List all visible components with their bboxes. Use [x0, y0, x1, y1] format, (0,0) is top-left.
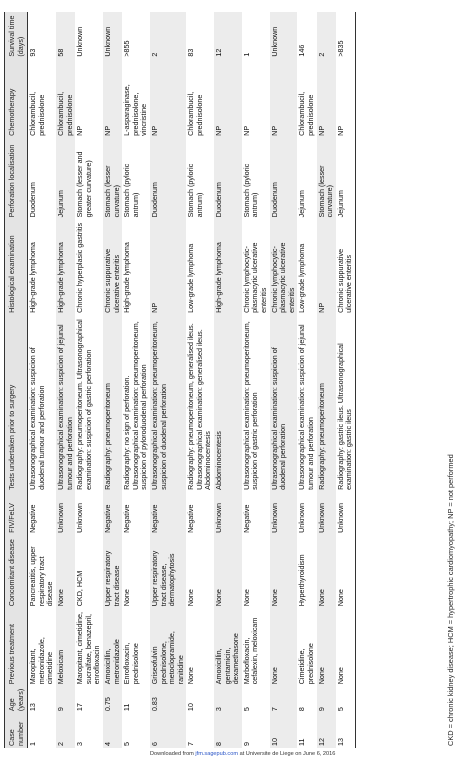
table-cell: Radiography: gastric ileus. Ultrasonographical examination: gastric ileus [336, 315, 356, 492]
table-cell: None [241, 589, 251, 607]
table-cell: L-asparaginase, prednisolone, vincristine [122, 84, 149, 136]
table-cell: 13 [28, 703, 38, 712]
table-cell: None [186, 667, 196, 685]
table-cell: Upper respiratory tract disease [103, 535, 122, 608]
column-header: Age (years) [5, 686, 28, 713]
table-cell: Cimetidine, prednisolone [297, 643, 315, 685]
table-cell: Unknown [317, 492, 336, 535]
download-link[interactable]: jfm.sagepub.com [195, 751, 239, 757]
table-cell: Unknown [103, 12, 122, 59]
table-cell: Maropitant, cimetidine, sucralfate, benazepril, enrofloxacin [75, 611, 102, 685]
table-cell: 8 [214, 713, 242, 748]
table-cell: Radiography: pneumoperitoneum [317, 315, 336, 492]
table-cell: 2 [150, 12, 186, 59]
table-cell: Amoxicillin, metronidazole [103, 608, 122, 686]
table-cell: High-grade lymphoma [56, 219, 75, 314]
table-cell: Upper respiratory tract disease, dermatophytosis [150, 535, 186, 608]
table-cell: CKD, HCM [75, 570, 85, 607]
table-cell: Stomach (pyloric antrum) [241, 163, 260, 218]
table-cell: 12 [317, 713, 336, 748]
table-cell: Chronic suppurative ulcerative enteritis [103, 219, 122, 314]
column-header: Survival time (days) [5, 12, 28, 59]
table-cell: Stomach (lesser and greater curvature) [75, 151, 93, 218]
table-cell: Unknown [56, 492, 75, 535]
table-cell: Unknown [336, 492, 356, 535]
column-header: Histological examination [5, 219, 28, 314]
table-cell: Hyperthyroidism [297, 554, 307, 607]
table-cell: Radiography: no sign of perforation. Ultrasonographical examination: pneumoperitoneum, suspicion of pyloroduodenal perforation [122, 321, 149, 490]
column-header: Chemotherapy [5, 59, 28, 138]
table-cell: Stomach (lesser curvature) [103, 138, 122, 220]
table-cell: High-grade lymphoma [214, 219, 242, 314]
table-row [214, 12, 242, 748]
table-row [122, 12, 150, 748]
table-cell: Ultrasonographical examination: pneumoperitoneum, suspicion of duodenal perforation [150, 315, 186, 492]
table-cell: Ultrasonographical examination: pneumoperitoneum, suspicion of gastric perforation [241, 321, 260, 490]
table-cell: NP [214, 59, 242, 138]
table-cell: Chlorambucil, prednisolone [56, 59, 75, 138]
table-cell: 2 [56, 713, 75, 748]
table-cell: Duodenum [28, 182, 38, 218]
table-row [28, 12, 56, 748]
table-cell: 10 [186, 703, 196, 712]
header-row [5, 12, 28, 748]
table-cell: Stomach (pyloric antrum) [186, 163, 204, 218]
table-cell: 17 [75, 703, 85, 712]
table-cell: Pancreatitis, upper respiratory tract disease [28, 546, 55, 607]
table-cell: 3 [75, 742, 85, 746]
table-cell: Jejunum [336, 138, 356, 220]
table-cell: 5 [122, 742, 132, 746]
column-header: Tests undertaken prior to surgery [5, 315, 28, 492]
table-cell: Ultrasonographical examination: suspicion of duodenal perforation [270, 315, 298, 492]
table-cell: Chronic lymphocytic-plasmacytic ulcerative enteritis [241, 242, 269, 313]
table-cell: Chlorambucil, prednisolone [28, 91, 46, 136]
table-cell: Radiography: pneumoperitoneum. Ultrasonographical examination: suspicion of gastric perforation [75, 319, 93, 490]
table-cell: Stomach (lesser curvature) [317, 138, 336, 220]
table-cell: 6 [150, 713, 186, 748]
table-cell: 11 [297, 738, 307, 746]
table-cell: 11 [122, 703, 132, 712]
table-cell: Duodenum [214, 138, 242, 220]
table-cell: 12 [214, 12, 242, 59]
table-cell: NP [270, 59, 298, 138]
table-cell: Chronic suppurative ulcerative enteritis [336, 219, 356, 314]
table-row [317, 12, 336, 748]
table-cell: 9 [241, 742, 251, 746]
table-cell: NP [317, 59, 336, 138]
table-cell: Griseofulvin prednisolone, metoclopramide, ranitidine [150, 608, 186, 686]
table-cell: None [270, 608, 298, 686]
table-cell: Unknown [270, 12, 298, 59]
table-cell: Unknown [214, 492, 242, 535]
table-cell: Negative [122, 504, 132, 533]
table-cell: 5 [241, 707, 251, 712]
table-cell: Negative [241, 504, 251, 533]
table-row [270, 12, 298, 748]
table-cell: NP [150, 219, 186, 314]
table-cell: Chronic lymphocytic-plasmacytic ulcerative enteritis [270, 219, 298, 314]
table-cell: Radiography: pneumoperitoneum [103, 315, 122, 492]
table-cell: Radiography: pneumoperitoneum, generalised ileus. Ultrasonographical examination: generalised ileus. Abdominocentesis [186, 323, 213, 490]
table-cell: 2 [317, 12, 336, 59]
table-cell: None [214, 535, 242, 608]
table-cell: Unknown [75, 502, 85, 533]
table-cell: Jejunum [297, 190, 307, 218]
table-row [103, 12, 122, 748]
table-cell: 10 [270, 713, 298, 748]
table-cell: Chronic hyperplasic gastritis [75, 222, 85, 313]
table-cell: 9 [56, 686, 75, 713]
table-cell: NP [75, 125, 85, 136]
table-cell: Low-grade lymphoma [297, 243, 307, 313]
table-cell: 0.83 [150, 686, 186, 713]
column-header: Case number [5, 713, 28, 748]
table-cell: 7 [186, 742, 196, 746]
table-cell: Negative [186, 504, 196, 533]
table-cell: 58 [56, 12, 75, 59]
table-cell: Low-grade lymphoma [186, 243, 196, 313]
table-cell: Chlorambucil, prednisolone [297, 91, 315, 136]
table-header [5, 12, 28, 748]
table-cell: NP [241, 125, 251, 136]
download-prefix: Downloaded from [150, 751, 194, 757]
table-cell: 0.75 [103, 686, 122, 713]
table-cell: Enrofloxacin, prednisolone [122, 642, 140, 685]
table-cell: None [270, 535, 298, 608]
table-cell: >835 [336, 12, 356, 59]
table-cell: 9 [317, 686, 336, 713]
table-cell: High-grade lymphoma [28, 242, 38, 313]
table-cell: None [56, 535, 75, 608]
table-row [150, 12, 186, 748]
table-cell: None [336, 535, 356, 608]
table-row [297, 12, 316, 748]
table-row [336, 12, 356, 748]
table-cell: None [122, 589, 132, 607]
table-cell: Ultrasonographical examination: suspicion of jejunal tumour and perforation [297, 324, 315, 490]
table-cell: Ultrasonographical examination: suspicion of duodenal tumour and perforation [28, 347, 46, 490]
table-cell: Jejunum [56, 138, 75, 220]
table-cell: 1 [28, 742, 38, 746]
table-cell: 8 [297, 707, 307, 712]
table-cell: >855 [122, 40, 132, 57]
table-cell: 4 [103, 713, 122, 748]
case-table [4, 12, 356, 748]
column-header: Perforation localisation [5, 138, 28, 220]
table-cell: Amoxicillin, gentamicin, dexamethasone [214, 608, 242, 686]
table-row [242, 12, 270, 748]
table-cell: None [186, 589, 196, 607]
table-cell: None [336, 608, 356, 686]
table-cell: Marbofloxacin, cefalexin, meloxicam [241, 617, 260, 685]
table-row [56, 12, 75, 748]
table-cell: High-grade lymphoma [122, 242, 132, 313]
table-cell: 13 [336, 713, 356, 748]
table-cell: 5 [336, 686, 356, 713]
table-cell: Negative [28, 504, 38, 533]
column-header: Concomitant disease [5, 535, 28, 608]
table-body [28, 12, 356, 748]
table-cell: Stomach (pyloric antrum) [122, 163, 140, 218]
column-header: FIV/FeLV [5, 492, 28, 535]
table-cell: Negative [103, 492, 122, 535]
table-cell: None [317, 535, 336, 608]
table-cell: Duodenum [150, 138, 186, 220]
table-cell: Chlorambucil, prednisolone [186, 91, 204, 136]
table-cell: NP [150, 59, 186, 138]
table-cell: Abdominocentesis [214, 315, 242, 492]
download-suffix: at Universite de Liege on June 6, 2016 [239, 751, 336, 757]
table-cell: NP [103, 59, 122, 138]
table-cell: 146 [297, 44, 307, 57]
table-cell: Duodenum [270, 138, 298, 220]
column-header: Previous treatment [5, 608, 28, 686]
table-cell: Maropitant, metronidazole, cimetidine [28, 637, 55, 685]
table-cell: 1 [241, 52, 251, 57]
table-cell: 93 [28, 48, 38, 57]
table-cell: 7 [270, 686, 298, 713]
table-cell: 83 [186, 48, 196, 57]
table-cell: Negative [150, 492, 186, 535]
table-row [75, 12, 103, 748]
table-cell: 3 [214, 686, 242, 713]
table-cell: None [317, 608, 336, 686]
table-cell: Unknown [75, 26, 85, 57]
table-cell: Ultrasonographical examination: suspicion of jejunal tumour and perforation [56, 315, 75, 492]
table-cell: Unknown [297, 502, 307, 533]
table-cell: Meloxicam [56, 608, 75, 686]
table-cell: Unknown [270, 492, 298, 535]
download-notice [150, 751, 474, 757]
table-row [186, 12, 214, 748]
table-footnote: CKD = chronic kidney disease; HCM = hypertrophic cardiomyopathy; NP = not performed [446, 454, 455, 746]
table-cell: NP [336, 59, 356, 138]
table-cell: NP [317, 219, 336, 314]
